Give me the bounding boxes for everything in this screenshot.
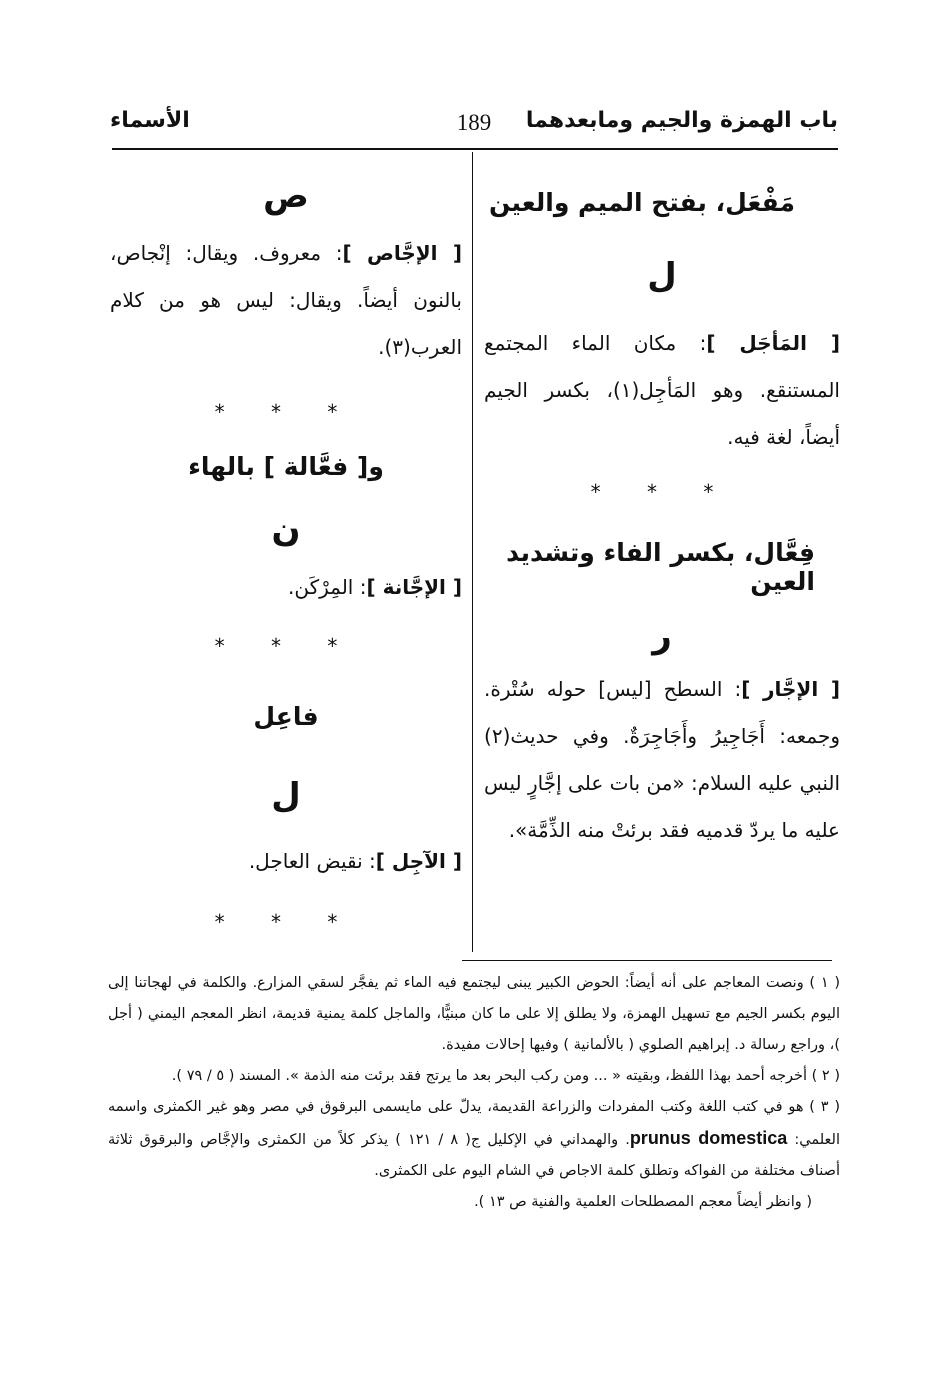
entry-text: : نقيض العاجل. — [248, 849, 376, 873]
entry-term: [ الإجَّار ] — [741, 677, 840, 701]
letter-sad: ص — [263, 176, 309, 216]
footnote-3-text-b: . والهمداني في الإكليل ج( ٨ / ١٢١ ) يذكر كلاً من الكمثرى والإجَّاص والبرقوق ثلاثة أصناف مختلفة من الفواكه وتطلق كلمة الاجاص في الشام اليوم على الكمثرى. — [108, 1132, 840, 1179]
heading-fiaala: و[ فعَّالة ] بالهاء — [188, 452, 384, 481]
entry-majal — [484, 320, 840, 461]
entry-term: [ الإجَّاص ] — [342, 241, 462, 265]
footnote-3-latin: prunus domestica — [629, 1128, 788, 1148]
entry-text: : مكان الماء المجتمع المستنقع. وهو المَأجِل(١)، بكسر الجيم أيضاً، لغة فيه. — [484, 331, 840, 449]
footnote-1: ( ١ ) ونصت المعاجم على أنه أيضاً: الحوض الكبير يبنى ليجتمع فيه الماء ثم يفجَّر لسقي المزارع. والكلمة في لهجاتنا إلى اليوم بكسر الجيم مع تسهيل الهمزة، ولا يطلق إلا على ما كان مبنيًّا، والماجل كلمة يمنية قديمة، انظر المعجم اليمني ( أجل )، وراجع رسالة د. إبراهيم الصلوي ( بالألمانية ) وفيها إحالات مفيدة. — [108, 975, 840, 1053]
entry-ijjana — [110, 564, 462, 611]
entry-text: : السطح [ليس] حوله سُتْرة. وجمعه: أَجَاجِيرُ وأَجَاجِرَةٌ. وفي حديث(٢) النبي عليه السلام: «من بات على إجَّارٍ ليس عليه ما يردّ قدميه فقد برئتْ منه الذِّمَّة». — [484, 677, 840, 842]
entry-text: : المِرْكَن. — [288, 575, 367, 599]
letter-ra: ر — [652, 616, 672, 656]
footnote-3-continued: ( وانظر أيضاً معجم المصطلحات العلمية والفنية ص ١٣ ). — [474, 1194, 812, 1210]
entry-ijjar — [484, 666, 840, 854]
header-rule — [112, 148, 838, 150]
letter-lam: ل — [647, 256, 677, 296]
entry-text: : معروف. ويقال: إنْجاص، بالنون أيضاً. ويقال: ليس هو من كلام العرب(٣). — [110, 241, 462, 359]
entry-term: [ الآجِل ] — [375, 849, 462, 873]
footnote-rule — [462, 960, 832, 961]
footnotes — [108, 968, 840, 1218]
heading-mafal: مَفْعَل، بفتح الميم والعين — [489, 188, 795, 217]
separator-stars: * * * — [214, 634, 358, 658]
footnote-3 — [108, 1092, 840, 1187]
entry-term: [ المَأجَل ] — [706, 331, 840, 355]
chapter-title: باب الهمزة والجيم ومابعدهما — [525, 108, 838, 133]
entry-ijjas — [110, 230, 462, 371]
separator-stars: * * * — [214, 400, 358, 424]
heading-fiaal: فِعَّال، بكسر الفاء وتشديد العين — [506, 538, 815, 596]
heading-fail: فاعِل — [253, 702, 319, 731]
page-header — [110, 108, 838, 144]
section-title: الأسماء — [110, 108, 190, 133]
footnote-2: ( ٢ ) أخرجه أحمد بهذا اللفظ، وبقيته « ... ومن ركب البحر بعد ما يرتج فقد برئت منه الذمة ». المسند ( ٥ / ٧٩ ). — [171, 1068, 840, 1084]
separator-stars: * * * — [590, 480, 734, 504]
separator-stars: * * * — [214, 910, 358, 934]
page-number: 189 — [456, 110, 492, 135]
footnote-3-text-a: ( ٣ ) هو في كتب اللغة وكتب المفردات والزراعة القديمة، يدلّ على مايسمى البرقوق في مصر وهو غير الكمثرى واسمه العلمي: — [108, 1099, 840, 1148]
entry-term: [ الإجَّانة ] — [366, 575, 462, 599]
letter-nun: ن — [271, 510, 301, 550]
column-divider — [472, 152, 473, 952]
entry-ajil — [110, 838, 462, 885]
letter-lam: ل — [271, 776, 301, 816]
